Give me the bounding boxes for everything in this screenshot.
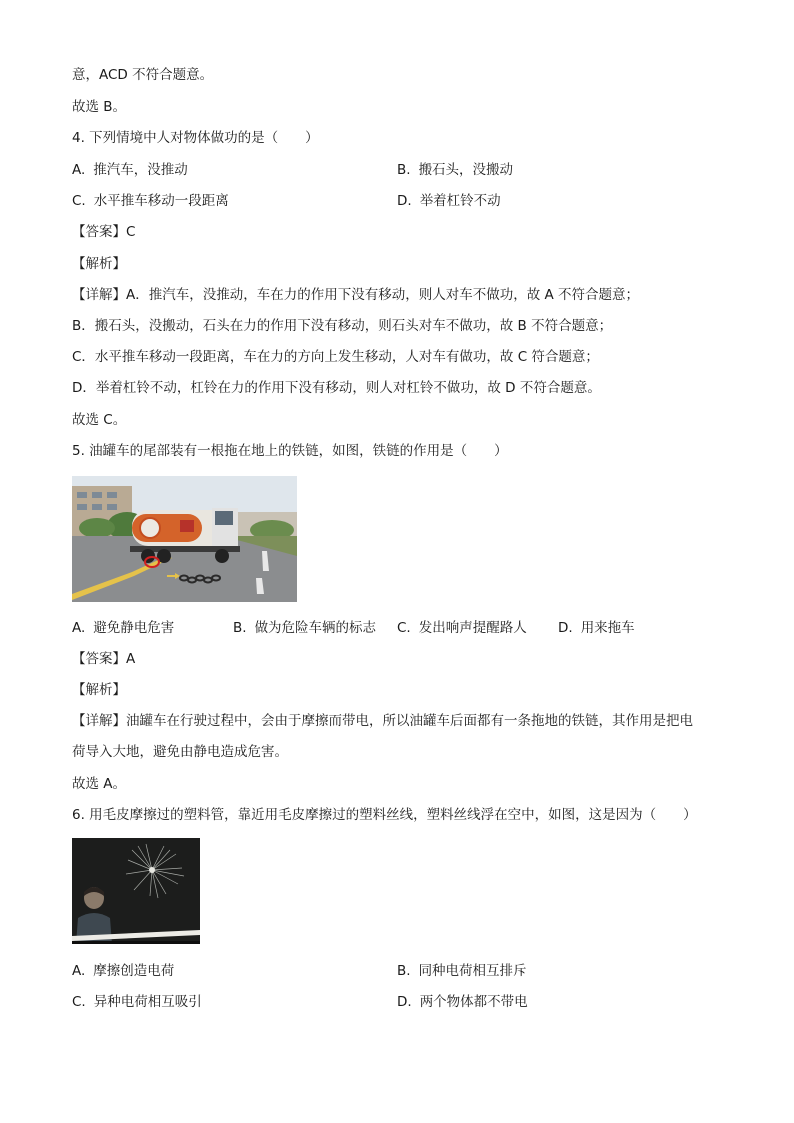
- option-text: 搬石头，没搬动: [418, 162, 514, 178]
- option-letter: D.: [397, 193, 412, 209]
- tanker-truck-illustration: [72, 476, 297, 602]
- q5-detail: 荷导入大地，避免由静电造成危害。: [72, 744, 288, 760]
- q4-detail: 【详解】A．推汽车，没推动，车在力的作用下没有移动，则人对车不做功，故 A 不符合题意；: [72, 287, 640, 303]
- static-electricity-photo: [72, 838, 200, 944]
- option-text: 两个物体都不带电: [419, 994, 528, 1010]
- option-text: 发出响声提醒路人: [418, 620, 527, 636]
- q4-option-a: [72, 161, 188, 179]
- q5-option-d: [558, 619, 635, 637]
- option-text: 推汽车，没推动: [93, 162, 188, 178]
- question-5-stem: 5. 油罐车的尾部装有一根拖在地上的铁链，如图，铁链的作用是（ ）: [72, 443, 508, 459]
- q5-option-a: [72, 619, 174, 637]
- option-text: 举着杠铃不动: [419, 193, 501, 209]
- question-6-stem: 6. 用毛皮摩擦过的塑料管，靠近用毛皮摩擦过的塑料丝线，塑料丝线浮在空中，如图，这是因为（ ）: [72, 807, 697, 823]
- tanker-truck-photo: [72, 476, 297, 602]
- option-letter: C.: [72, 994, 86, 1010]
- q6-option-a: [72, 962, 174, 980]
- q4-analysis-label: 【解析】: [72, 256, 126, 272]
- q4-option-b: [397, 161, 513, 179]
- option-letter: B.: [397, 963, 411, 979]
- q6-option-c: [72, 993, 202, 1011]
- option-letter: A.: [72, 963, 86, 979]
- q4-detail-b: B．搬石头，没搬动，石头在力的作用下没有移动，则石头对车不做功，故 B 不符合题意；: [72, 318, 613, 334]
- q5-option-c: [397, 619, 527, 637]
- option-letter: A.: [72, 620, 86, 636]
- question-4-stem: 4. 下列情境中人对物体做功的是（ ）: [72, 130, 319, 146]
- q4-choice: 故选 C。: [72, 412, 127, 428]
- option-text: 水平推车移动一段距离: [93, 193, 229, 209]
- option-text: 用来拖车: [580, 620, 635, 636]
- q4-option-d: [397, 192, 501, 210]
- q4-detail-d: D．举着杠铃不动，杠铃在力的作用下没有移动，则人对杠铃不做功，故 D 不符合题意。: [72, 380, 601, 396]
- option-text: 摩擦创造电荷: [93, 963, 175, 979]
- q6-option-b: [397, 962, 527, 980]
- option-text: 异种电荷相互吸引: [93, 994, 202, 1010]
- q6-option-d: [397, 993, 528, 1011]
- text-line: 故选 B。: [72, 99, 127, 115]
- option-text: 避免静电危害: [93, 620, 175, 636]
- q5-analysis-label: 【解析】: [72, 682, 126, 698]
- q4-option-c: [72, 192, 229, 210]
- q4-detail-c: C．水平推车移动一段距离，车在力的方向上发生移动，人对车有做功，故 C 符合题意；: [72, 349, 599, 365]
- q5-answer: 【答案】A: [72, 651, 136, 667]
- q5-choice: 故选 A。: [72, 776, 127, 792]
- option-letter: D.: [397, 994, 412, 1010]
- q4-answer: 【答案】C: [72, 224, 136, 240]
- option-letter: D.: [558, 620, 573, 636]
- q5-option-b: [233, 619, 376, 637]
- option-letter: C.: [72, 193, 86, 209]
- option-letter: B.: [397, 162, 411, 178]
- option-letter: C.: [397, 620, 411, 636]
- option-letter: A.: [72, 162, 86, 178]
- option-text: 做为危险车辆的标志: [254, 620, 377, 636]
- option-text: 同种电荷相互排斥: [418, 963, 527, 979]
- q5-detail: 【详解】油罐车在行驶过程中，会由于摩擦而带电，所以油罐车后面都有一条拖地的铁链，其作用是把电: [72, 713, 693, 729]
- text-line: 意，ACD 不符合题意。: [72, 67, 214, 83]
- option-letter: B.: [233, 620, 247, 636]
- floating-threads-illustration: [72, 838, 200, 944]
